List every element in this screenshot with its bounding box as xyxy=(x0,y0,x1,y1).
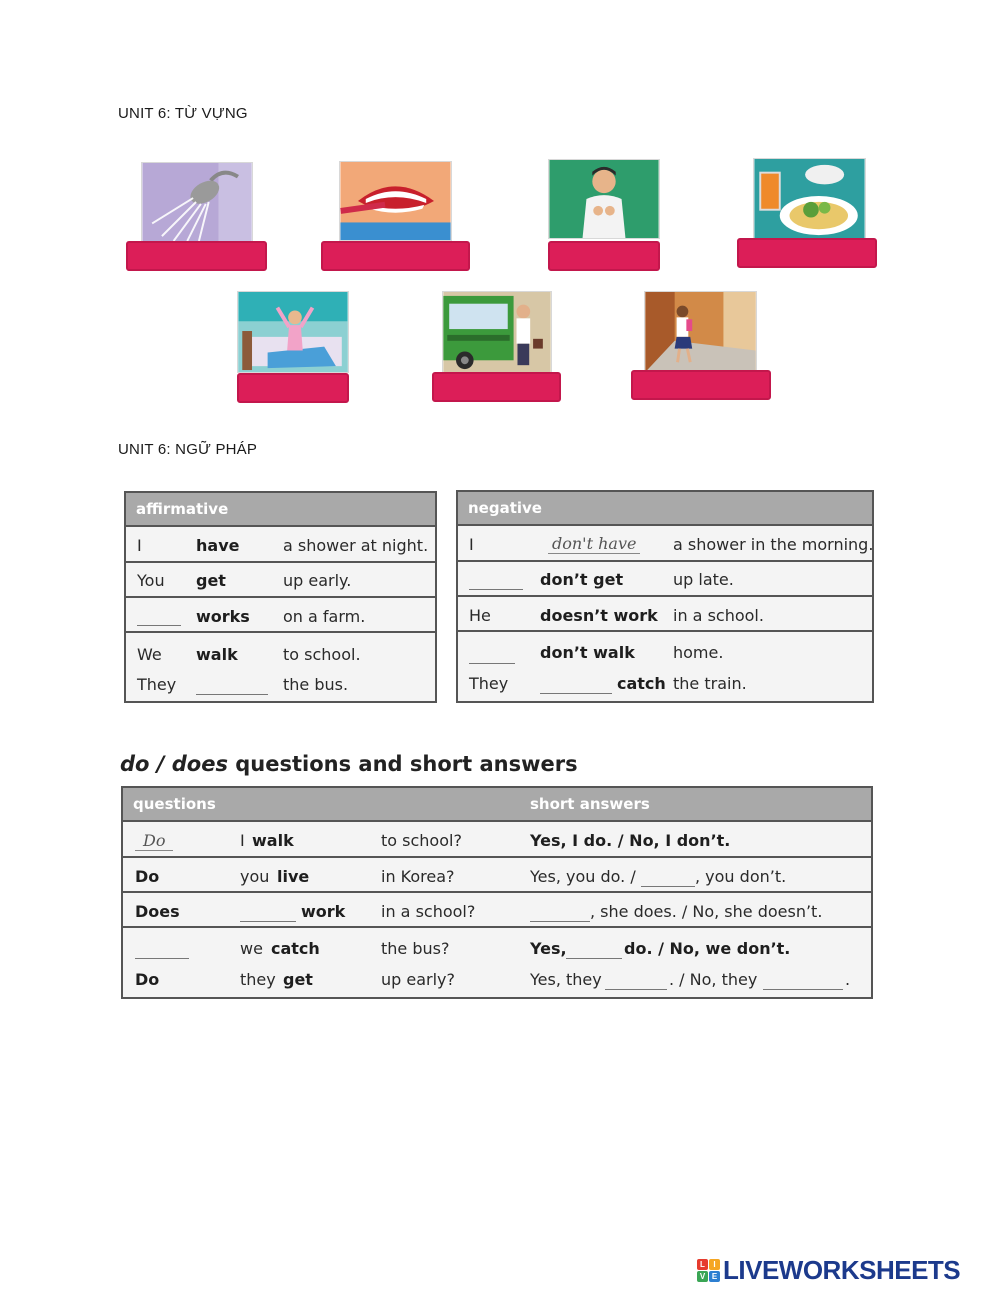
answer-box-3[interactable] xyxy=(548,241,660,271)
row-rest: the bus? xyxy=(381,939,450,958)
table-row xyxy=(123,928,871,999)
fill-blank[interactable] xyxy=(240,904,296,922)
negative-header-label: negative xyxy=(468,499,542,517)
row-answer: Yes, I do. / No, I don’t. xyxy=(530,831,731,850)
questions-header xyxy=(123,788,871,822)
row-rest: up early. xyxy=(283,571,352,590)
logo-letter: I xyxy=(709,1259,720,1270)
row-rest: a shower at night. xyxy=(283,536,429,555)
row-answer: Yes, they xyxy=(530,970,602,989)
walk-to-school-picture xyxy=(644,291,757,373)
table-row xyxy=(458,597,872,632)
row-verb: catch xyxy=(271,939,320,958)
affirmative-header xyxy=(126,493,435,527)
fill-blank[interactable] xyxy=(566,941,622,959)
row-rest: a shower in the morning. xyxy=(673,535,874,554)
affirmative-table xyxy=(124,491,437,703)
questions-title-italic: do / does xyxy=(120,752,228,776)
negative-header xyxy=(458,492,872,526)
row-answer: , she does. / No, she doesn’t. xyxy=(590,902,823,921)
answer-box-5[interactable] xyxy=(237,373,349,403)
row-verb: don’t walk xyxy=(540,643,635,662)
row-subject: We xyxy=(137,645,162,664)
row-aux: Do xyxy=(135,970,160,989)
table-row xyxy=(126,598,435,633)
logo-letter: V xyxy=(697,1271,708,1282)
row-verb: live xyxy=(277,867,310,886)
row-aux: Do xyxy=(135,867,160,886)
questions-title xyxy=(120,752,578,776)
fill-blank[interactable] xyxy=(763,972,843,990)
logo-text: LIVEWORKSHEETS xyxy=(723,1255,961,1285)
questions-table xyxy=(121,786,873,999)
row-verb: get xyxy=(196,571,226,590)
vocab-heading: UNIT 6: TỪ VỰNG xyxy=(118,105,248,122)
row-subject: you xyxy=(240,867,270,886)
table-row xyxy=(123,858,871,893)
catch-bus-picture xyxy=(442,291,552,373)
row-verb: have xyxy=(196,536,240,555)
row-answer-end: , you don’t. xyxy=(695,867,787,886)
breakfast-picture xyxy=(753,158,866,239)
questions-header-label: questions xyxy=(133,795,216,813)
row-subject: I xyxy=(137,536,142,555)
row-answer-mid: . / No, they xyxy=(669,970,758,989)
row-verb: walk xyxy=(252,831,294,850)
row-rest: the train. xyxy=(673,674,747,693)
row-subject: They xyxy=(469,674,509,693)
row-rest: home. xyxy=(673,643,724,662)
answer-box-1[interactable] xyxy=(126,241,267,271)
fill-blank[interactable] xyxy=(641,869,695,887)
fill-blank[interactable] xyxy=(137,608,181,626)
row-answer: Yes, you do. / xyxy=(530,867,636,886)
row-verb: walk xyxy=(196,645,238,664)
row-rest: in a school? xyxy=(381,902,476,921)
table-row xyxy=(458,562,872,597)
table-row xyxy=(458,526,872,562)
logo-letter: E xyxy=(709,1271,720,1282)
row-aux: Does xyxy=(135,902,180,921)
logo-icon xyxy=(697,1259,720,1282)
table-row xyxy=(123,822,871,858)
row-verb: work xyxy=(301,902,346,921)
row-subject: You xyxy=(137,571,165,590)
row-rest: the bus. xyxy=(283,675,349,694)
row-subject: I xyxy=(240,831,245,850)
fill-blank[interactable] xyxy=(469,572,523,590)
row-verb: don’t get xyxy=(540,570,624,589)
row-verb: catch xyxy=(617,674,666,693)
row-verb: get xyxy=(283,970,313,989)
brush-teeth-picture xyxy=(339,161,452,241)
fill-blank[interactable] xyxy=(469,646,515,664)
row-answer-end: . xyxy=(845,970,851,989)
fill-blank[interactable] xyxy=(135,941,189,959)
liveworksheets-logo xyxy=(697,1255,960,1286)
row-subject: they xyxy=(240,970,276,989)
row-rest: in a school. xyxy=(673,606,764,625)
fill-blank[interactable] xyxy=(196,677,268,695)
row-rest: to school? xyxy=(381,831,462,850)
shower-picture xyxy=(141,162,253,242)
row-rest: up late. xyxy=(673,570,734,589)
row-subject: I xyxy=(469,535,474,554)
row-subject: They xyxy=(137,675,177,694)
table-row xyxy=(458,632,872,703)
fill-blank[interactable] xyxy=(540,676,612,694)
fill-blank[interactable] xyxy=(530,904,590,922)
row-answer: Yes, xyxy=(530,939,567,958)
table-row xyxy=(123,893,871,928)
short-answers-header-label: short answers xyxy=(530,795,650,813)
row-aux-answer[interactable]: Do xyxy=(135,831,173,851)
row-verb-answer[interactable]: don't have xyxy=(548,534,640,554)
row-rest: on a farm. xyxy=(283,607,366,626)
answer-box-6[interactable] xyxy=(432,372,561,402)
fill-blank[interactable] xyxy=(605,972,667,990)
row-verb: works xyxy=(196,607,250,626)
row-subject: we xyxy=(240,939,263,958)
row-subject: He xyxy=(469,606,491,625)
affirmative-header-label: affirmative xyxy=(136,500,229,518)
table-row xyxy=(126,633,435,703)
answer-box-4[interactable] xyxy=(737,238,877,268)
get-dressed-picture xyxy=(548,159,660,239)
row-rest: in Korea? xyxy=(381,867,455,886)
grammar-heading: UNIT 6: NGỮ PHÁP xyxy=(118,441,258,458)
answer-box-2[interactable] xyxy=(321,241,470,271)
row-rest: up early? xyxy=(381,970,456,989)
table-row xyxy=(126,563,435,598)
logo-letter: L xyxy=(697,1259,708,1270)
table-row xyxy=(126,527,435,563)
get-up-picture xyxy=(237,291,349,373)
row-rest: to school. xyxy=(283,645,361,664)
row-answer-end: do. / No, we don’t. xyxy=(624,939,791,958)
row-verb: doesn’t work xyxy=(540,606,658,625)
negative-table xyxy=(456,490,874,703)
questions-title-rest: questions and short answers xyxy=(227,752,578,776)
answer-box-7[interactable] xyxy=(631,370,771,400)
